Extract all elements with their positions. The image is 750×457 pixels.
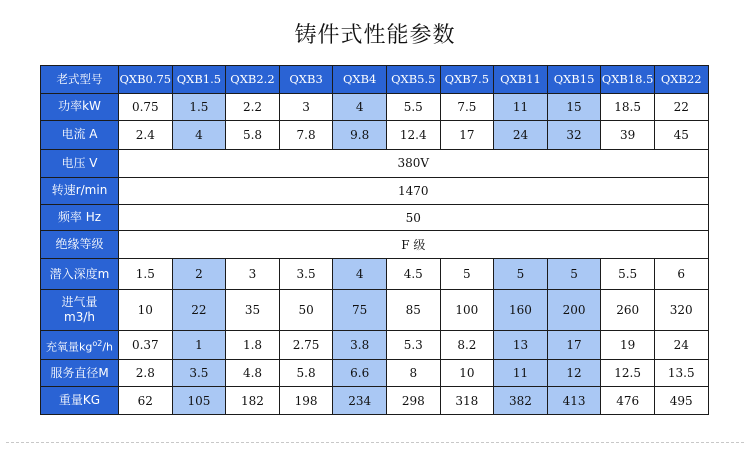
model-cell: QXB0.75	[119, 66, 173, 94]
value-cell: 15	[547, 93, 601, 120]
value-cell: 19	[601, 331, 655, 360]
model-cell: QXB1.5	[172, 66, 226, 94]
value-cell: 0.75	[119, 93, 173, 120]
table-row-air	[41, 290, 709, 331]
value-cell: 12.5	[601, 360, 655, 387]
value-cell: 476	[601, 387, 655, 415]
value-cell: 5	[494, 259, 548, 290]
value-cell: 50	[279, 290, 333, 331]
value-cell: 9.8	[333, 120, 387, 149]
value-cell: 198	[279, 387, 333, 415]
value-cell: 4.5	[386, 259, 440, 290]
value-cell: 200	[547, 290, 601, 331]
row-label-frequency: 频率 Hz	[41, 205, 119, 231]
header-label: 老式型号	[41, 66, 119, 94]
value-cell-merged: 50	[119, 205, 709, 231]
row-label-oxygen	[41, 331, 119, 360]
value-cell: 62	[119, 387, 173, 415]
value-cell: 10	[440, 360, 494, 387]
dashed-divider	[6, 442, 744, 443]
value-cell: 85	[386, 290, 440, 331]
value-cell: 5	[547, 259, 601, 290]
row-label-speed: 转速r/min	[41, 177, 119, 205]
table-row-voltage	[41, 149, 709, 177]
row-label-line: 进气量	[61, 295, 98, 310]
page-title: 铸件式性能参数	[294, 23, 456, 48]
value-cell: 2.2	[226, 93, 280, 120]
value-cell: 4	[333, 259, 387, 290]
value-cell: 11	[494, 93, 548, 120]
value-cell: 5.5	[386, 93, 440, 120]
value-cell: 2	[172, 259, 226, 290]
value-cell: 3	[226, 259, 280, 290]
table-row-depth	[41, 259, 709, 290]
value-cell: 2.8	[119, 360, 173, 387]
value-cell: 4.8	[226, 360, 280, 387]
value-cell: 10	[119, 290, 173, 331]
table-header-row	[41, 66, 709, 94]
value-cell: 8.2	[440, 331, 494, 360]
value-cell: 1.8	[226, 331, 280, 360]
row-label-diameter: 服务直径M	[41, 360, 119, 387]
model-cell: QXB7.5	[440, 66, 494, 94]
value-cell: 6	[654, 259, 708, 290]
model-cell: QXB5.5	[386, 66, 440, 94]
value-cell: 17	[547, 331, 601, 360]
value-cell: 11	[494, 360, 548, 387]
value-cell: 298	[386, 387, 440, 415]
value-cell: 22	[172, 290, 226, 331]
table-row-current	[41, 120, 709, 149]
row-label-air	[41, 290, 119, 331]
table-row-insulation	[41, 231, 709, 259]
value-cell: 3.8	[333, 331, 387, 360]
model-cell: QXB4	[333, 66, 387, 94]
value-cell: 3	[279, 93, 333, 120]
table-row-power	[41, 93, 709, 120]
value-cell: 100	[440, 290, 494, 331]
row-label-part: 充氧量kg	[45, 340, 93, 354]
value-cell: 8	[386, 360, 440, 387]
value-cell: 3.5	[172, 360, 226, 387]
value-cell: 45	[654, 120, 708, 149]
value-cell: 260	[601, 290, 655, 331]
value-cell: 35	[226, 290, 280, 331]
value-cell: 4	[333, 93, 387, 120]
value-cell: 7.5	[440, 93, 494, 120]
value-cell: 13	[494, 331, 548, 360]
value-cell: 382	[494, 387, 548, 415]
value-cell: 1.5	[119, 259, 173, 290]
table-row-weight	[41, 387, 709, 415]
model-cell: QXB22	[654, 66, 708, 94]
table-row-oxygen	[41, 331, 709, 360]
value-cell: 182	[226, 387, 280, 415]
model-cell: QXB18.5	[601, 66, 655, 94]
value-cell: 1	[172, 331, 226, 360]
value-cell: 234	[333, 387, 387, 415]
row-label-depth: 潜入深度m	[41, 259, 119, 290]
table-row-diameter	[41, 360, 709, 387]
value-cell: 22	[654, 93, 708, 120]
value-cell: 24	[654, 331, 708, 360]
model-cell: QXB2.2	[226, 66, 280, 94]
row-label-voltage: 电压 V	[41, 149, 119, 177]
row-label-part: /h	[102, 340, 114, 354]
value-cell: 1.5	[172, 93, 226, 120]
row-label-power: 功率kW	[41, 93, 119, 120]
value-cell: 413	[547, 387, 601, 415]
value-cell: 32	[547, 120, 601, 149]
row-label-insulation: 绝缘等级	[41, 231, 119, 259]
value-cell: 0.37	[119, 331, 173, 360]
value-cell: 2.75	[279, 331, 333, 360]
value-cell: 6.6	[333, 360, 387, 387]
value-cell: 75	[333, 290, 387, 331]
value-cell-merged: F 级	[119, 231, 709, 259]
row-label-weight: 重量KG	[41, 387, 119, 415]
value-cell: 5.5	[601, 259, 655, 290]
value-cell: 12	[547, 360, 601, 387]
value-cell: 7.8	[279, 120, 333, 149]
value-cell: 318	[440, 387, 494, 415]
value-cell-merged: 380V	[119, 149, 709, 177]
value-cell: 5	[440, 259, 494, 290]
spec-table	[40, 65, 709, 415]
value-cell: 18.5	[601, 93, 655, 120]
table-row-speed	[41, 177, 709, 205]
value-cell: 320	[654, 290, 708, 331]
value-cell: 495	[654, 387, 708, 415]
table-row-frequency	[41, 205, 709, 231]
value-cell: 3.5	[279, 259, 333, 290]
value-cell-merged: 1470	[119, 177, 709, 205]
value-cell: 12.4	[386, 120, 440, 149]
value-cell: 13.5	[654, 360, 708, 387]
value-cell: 24	[494, 120, 548, 149]
value-cell: 5.3	[386, 331, 440, 360]
value-cell: 5.8	[226, 120, 280, 149]
value-cell: 2.4	[119, 120, 173, 149]
row-label-current: 电流 A	[41, 120, 119, 149]
value-cell: 17	[440, 120, 494, 149]
value-cell: 39	[601, 120, 655, 149]
row-label-part: o2	[92, 338, 103, 348]
value-cell: 105	[172, 387, 226, 415]
model-cell: QXB15	[547, 66, 601, 94]
model-cell: QXB11	[494, 66, 548, 94]
value-cell: 160	[494, 290, 548, 331]
model-cell: QXB3	[279, 66, 333, 94]
value-cell: 5.8	[279, 360, 333, 387]
row-label-line: m3/h	[64, 310, 95, 325]
value-cell: 4	[172, 120, 226, 149]
